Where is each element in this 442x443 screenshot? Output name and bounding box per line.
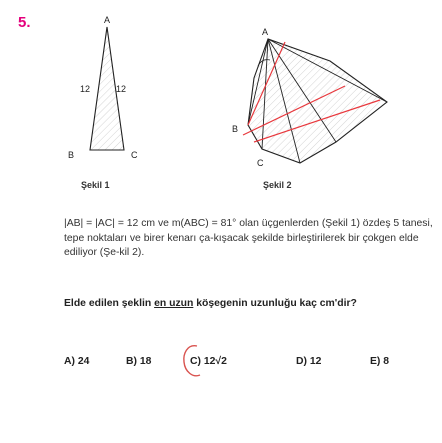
question-underlined: en uzun bbox=[154, 298, 194, 309]
fig1-vertex-b: B bbox=[68, 150, 75, 160]
option-d[interactable]: D) 12 bbox=[296, 356, 322, 367]
figure-2-polygon bbox=[243, 39, 387, 163]
option-a[interactable]: A) 24 bbox=[64, 356, 90, 367]
figure-1-caption: Şekil 1 bbox=[81, 180, 110, 190]
answer-options bbox=[64, 356, 434, 380]
question-prefix: Elde edilen şeklin bbox=[64, 298, 155, 309]
question-number: 5. bbox=[18, 14, 31, 31]
figure-2-caption: Şekil 2 bbox=[263, 180, 292, 190]
fig2-vertex-b: B bbox=[232, 124, 239, 134]
fig1-side-left: 12 bbox=[80, 84, 91, 94]
option-b[interactable]: B) 18 bbox=[126, 356, 152, 367]
fig2-vertex-a: A bbox=[262, 27, 269, 37]
figures bbox=[0, 0, 442, 200]
option-c[interactable]: C) 12√2 bbox=[190, 356, 227, 367]
fig1-vertex-c: C bbox=[131, 150, 138, 160]
fig2-vertex-c: C bbox=[257, 158, 264, 168]
question-text bbox=[64, 297, 434, 312]
question-suffix: köşegenin uzunluğu kaç cm'dir? bbox=[193, 298, 357, 309]
fig1-vertex-a: A bbox=[104, 15, 111, 25]
problem-text: |AB| = |AC| = 12 cm ve m(ABC) = 81° olan üçgenlerden (Şekil 1) özdeş 5 tanesi, tepe noktaları ve birer kenarı ça-kışacak şekilde birleştirilerek bir çokgen elde ediliyor (Şe-kil 2). bbox=[64, 218, 433, 259]
fig1-side-right: 12 bbox=[116, 84, 127, 94]
option-e[interactable]: E) 8 bbox=[370, 356, 390, 367]
